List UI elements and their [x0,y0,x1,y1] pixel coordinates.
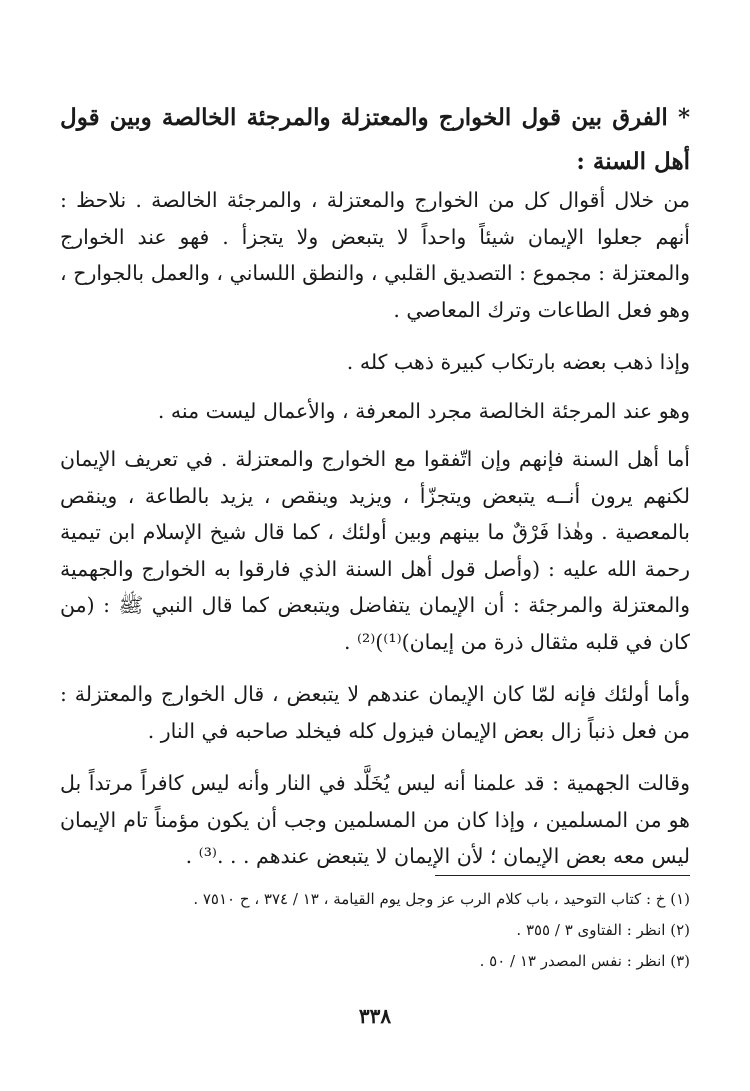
footnotes [60,884,690,977]
footnote-divider [435,875,690,876]
paragraph-4: أما أهل السنة فإنهم وإن اتّفقوا مع الخوارج والمعتزلة . في تعريف الإيمان لكنهم يرون أنــه يتبعض ويتجزّأ ، ويزيد وينقص ، يزيد بالطاعة ، وينقص بالمعصية . وهٰذا فَرْقٌ ما بينهم وبين أولئك ، كما قال شيخ الإسلام ابن تيمية رحمة الله عليه : (وأصل قول أهل السنة الذي فارقوا به الخوارج والجهمية والمعتزلة والمرجئة : أن الإيمان يتفاضل ويتبعض كما قال النبي ﷺ : (من كان في قلبه مثقال ذرة من إيمان)⁽¹⁾)⁽²⁾ . [60,447,690,654]
paragraph-2: وإذا ذهب بعضه بارتكاب كبيرة ذهب كله . [346,350,690,374]
section-heading: * الفرق بين قول الخوارج والمعتزلة والمرجئة الخالصة وبين قول أهل السنة : [60,104,690,175]
paragraph-3: وهو عند المرجئة الخالصة مجرد المعرفة ، والأعمال ليست منه . [157,398,690,423]
paragraph-1: من خلال أقوال كل من الخوارج والمعتزلة ، والمرجئة الخالصة . نلاحظ : أنهم جعلوا الإيمان شيئاً واحداً لا يتبعض ولا يتجزأ . فهو عند الخوارج والمعتزلة : مجموع : التصديق القلبي ، والنطق اللساني ، والعمل بالجوارح ، وهو فعل الطاعات وترك المعاصي . [60,188,690,322]
footnote-1: (١) خ : كتاب التوحيد ، باب كلام الرب عز وجل يوم القيامة ، ١٣ / ٣٧٤ ، ح ٧٥١٠ . [193,890,690,908]
paragraph-5: وأما أولئك فإنه لمّا كان الإيمان عندهم لا يتبعض ، قال الخوارج والمعتزلة : من فعل ذنباً زال بعض الإيمان فيزول كله فيخلد صاحبه في النار . [60,682,690,743]
footnote-3: (٣) انظر : نفس المصدر ١٣ / ٥٠ . [479,952,690,970]
page-number: ٣٣٨ [358,1004,392,1028]
paragraph-6: وقالت الجهمية : قد علمنا أنه ليس يُخَلَّد في النار وأنه ليس كافراً مرتداً بل هو من المسلمين ، وإذا كان من المسلمين وجب أن يكون مؤمناً تام الإيمان ليس معه بعض الإيمان ؛ لأن الإيمان لا يتبعض عندهم . . .⁽³⁾ . [60,771,690,868]
footnote-2: (٢) انظر : الفتاوى ٣ / ٣٥٥ . [516,921,690,939]
main-text [60,182,690,891]
